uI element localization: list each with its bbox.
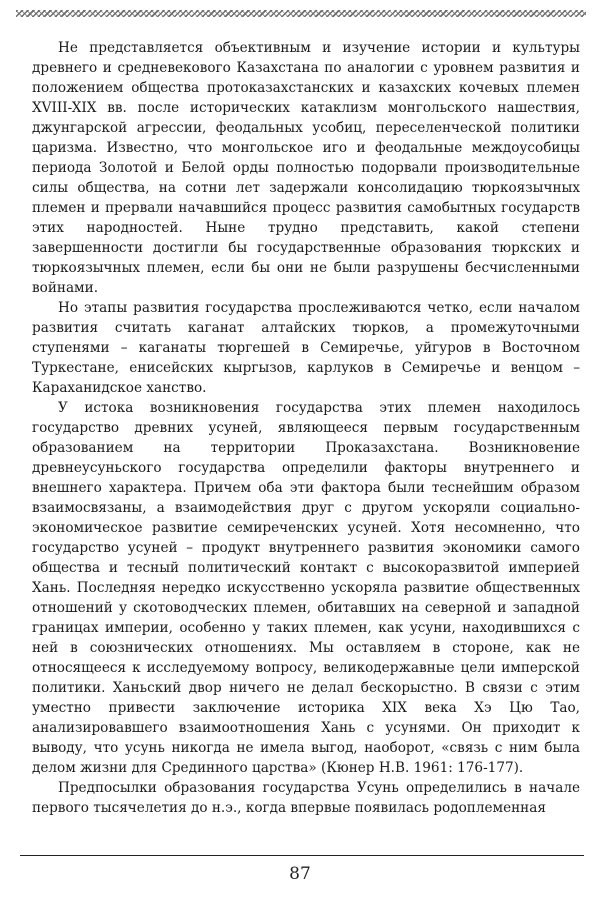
page-body-text — [32, 38, 580, 818]
page-number: 87 — [289, 864, 311, 884]
paragraph-3: У истока возникновения государства этих племен находилось государство древних усуней, являющееся первым государственным образованием на территории Проказахстана. Возникновение древнеусуньского государства определили факторы внутреннего и внешнего характера. Причем оба эти фактора были теснейшим образом взаимосвязаны, а взаимодействия друг с другом ускоряли социально-экономическое развитие семиреченских усуней. Хотя несомненно, что государство усуней – продукт внутреннего развития экономики самого общества и тесный политический контакт с высокоразвитой империей Хань. Последняя нередко искусственно ускоряла развитие общественных отношений у скотоводческих племен, обитавших на северной и западной границах империи, особенно у таких племен, как усуни, находившихся с ней в союзнических отношениях. Мы оставляем в стороне, как не относящееся к исследуемому вопросу, великодержавные цели имперской политики. Ханьский двор ничего не делал бескорыстно. В связи с этим уместно привести заключение историка XIX века Хэ Цю Тао, анализировавшего взаимоотношения Хань с усунями. Он приходит к выводу, что усунь никогда не имела выгод, наоборот, «связь с ним была делом жизни для Срединного царства» (Кюнер Н.В. 1961: 176-177). — [32, 400, 580, 776]
decorative-top-border — [16, 10, 586, 17]
paragraph-2: Но этапы развития государства прослеживаются четко, если началом развития считать каганат алтайских тюрков, а промежуточными ступенями – каганаты тюргешей в Семиречье, уйгуров в Восточном Туркестане, енисейских кыргызов, карлуков в Семиречье и венцом – Караханидское ханство. — [32, 300, 580, 396]
paragraph-1: Не представляется объективным и изучение истории и культуры древнего и средневекового Казахстана по аналогии с уровнем развития и положением общества протоказахстанских и казахских кочевых племен XVIII-XIX вв. после исторических катаклизм монгольского нашествия, джунгарской агрессии, феодальных усобиц, переселенческой политики царизма. Известно, что монгольское иго и феодальные междоусобицы периода Золотой и Белой орды полностью подорвали производительные силы общества, на сотни лет задержали консолидацию тюркоязычных племен и прервали начавшийся процесс развития самобытных государств этих народностей. Ныне трудно представить, какой степени завершенности достигли бы государственные образования тюркских и тюркоязычных племен, если бы они не были разрушены бесчисленными войнами. — [32, 40, 580, 296]
footer-rule — [20, 855, 584, 856]
paragraph-4: Предпосылки образования государства Усунь определились в начале первого тысячелетия до н.э., когда впервые появилась родоплеменная — [32, 780, 580, 816]
